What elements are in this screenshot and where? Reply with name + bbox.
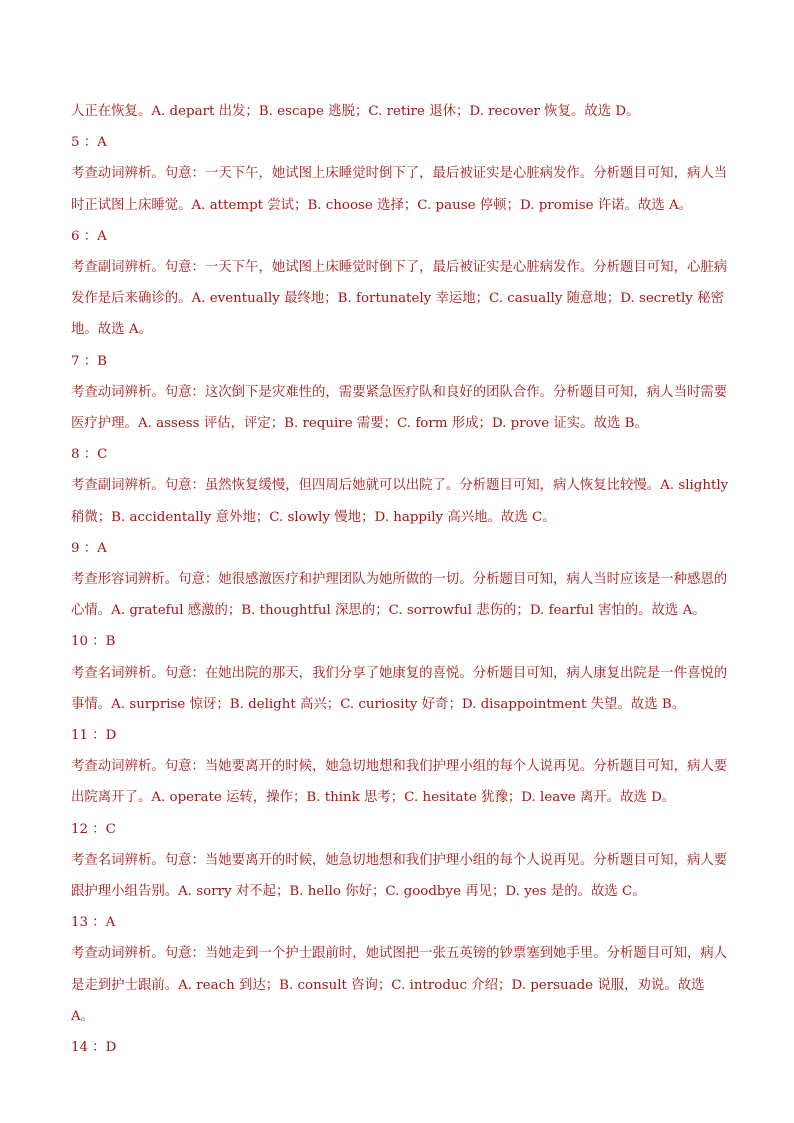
explanation-paragraph: 考查副词辨析。句意：虽然恢复缓慢，但四周后她就可以出院了。分析题目可知，病人恢复比较慢。A. slightly 稍微；B. accidentally 意外地；C. slowly 慢地；D. happily 高兴地。故选 C。 — [71, 478, 729, 525]
answer-key-line: 12 ：C — [71, 821, 116, 837]
answer-explanations — [71, 96, 731, 1063]
explanation-paragraph: 考查名词辨析。句意：当她要离开的时候，她急切地想和我们护理小组的每个人说再见。分析题目可知，病人要跟护理小组告别。A. sorry 对不起；B. hello 你好；C. goodbye 再见；D. yes 是的。故选 C。 — [71, 852, 728, 900]
answer-key-line: 5 ：A — [71, 135, 107, 151]
answer-key-line: 6 ：A — [71, 228, 107, 244]
explanation-paragraph: 人正在恢复。A. depart 出发；B. escape 逃脱；C. retire 退休；D. recover 恢复。故选 D。 — [71, 104, 640, 119]
answer-key-line: 14 ：D — [71, 1040, 117, 1056]
explanation-paragraph: 考查名词辨析。句意：在她出院的那天，我们分享了她康复的喜悦。分析题目可知，病人康复出院是一件喜悦的事情。A. surprise 惊讶；B. delight 高兴；C. curiosity 好奇；D. disappointment 失望。故选 B。 — [71, 665, 728, 712]
answer-key-line: 11 ：D — [71, 728, 117, 744]
answer-key-line: 13 ：A — [71, 915, 116, 931]
explanation-paragraph: 考查形容词辨析。句意：她很感激医疗和护理团队为她所做的一切。分析题目可知，病人当时应该是一种感恩的心情。A. grateful 感激的；B. thoughtful 深思的；C. sorrowful 悲伤的；D. fearful 害怕的。故选 A。 — [71, 572, 728, 619]
explanation-paragraph: 考查动词辨析。句意：这次倒下是灾难性的，需要紧急医疗队和良好的团队合作。分析题目可知，病人当时需要医疗护理。A. assess 评估，评定；B. require 需要；C. form 形成；D. prove 证实。故选 B。 — [71, 384, 728, 432]
explanation-paragraph: 考查副词辨析。句意：一天下午，她试图上床睡觉时倒下了，最后被证实是心脏病发作。分析题目可知，心脏病发作是后来确诊的。A. eventually 最终地；B. fortunately 幸运地；C. casually 随意地；D. secretly 秘密地。故选 A。 — [71, 260, 728, 338]
answer-key-line: 9 ：A — [71, 540, 107, 556]
answer-key-line: 7 ：B — [71, 353, 108, 369]
answer-key-line: 8 ：C — [71, 447, 108, 463]
explanation-paragraph: 考查动词辨析。句意：当她要离开的时候，她急切地想和我们护理小组的每个人说再见。分析题目可知，病人要出院离开了。A. operate 运转，操作；B. think 思考；C. hesitate 犹豫；D. leave 离开。故选 D。 — [71, 759, 728, 806]
answer-key-line: 10 ：B — [71, 634, 116, 650]
explanation-paragraph: 考查动词辨析。句意：当她走到一个护士跟前时，她试图把一张五英镑的钞票塞到她手里。分析题目可知，病人是走到护士跟前。A. reach 到达；B. consult 咨询；C. introduc 介绍；D. persuade 说服，劝说。故选 A。 — [71, 946, 728, 1024]
explanation-paragraph: 考查动词辨析。句意：一天下午，她试图上床睡觉时倒下了，最后被证实是心脏病发作。分析题目可知，病人当时正试图上床睡觉。A. attempt 尝试；B. choose 选择；C. pause 停顿；D. promise 许诺。故选 A。 — [71, 166, 728, 213]
